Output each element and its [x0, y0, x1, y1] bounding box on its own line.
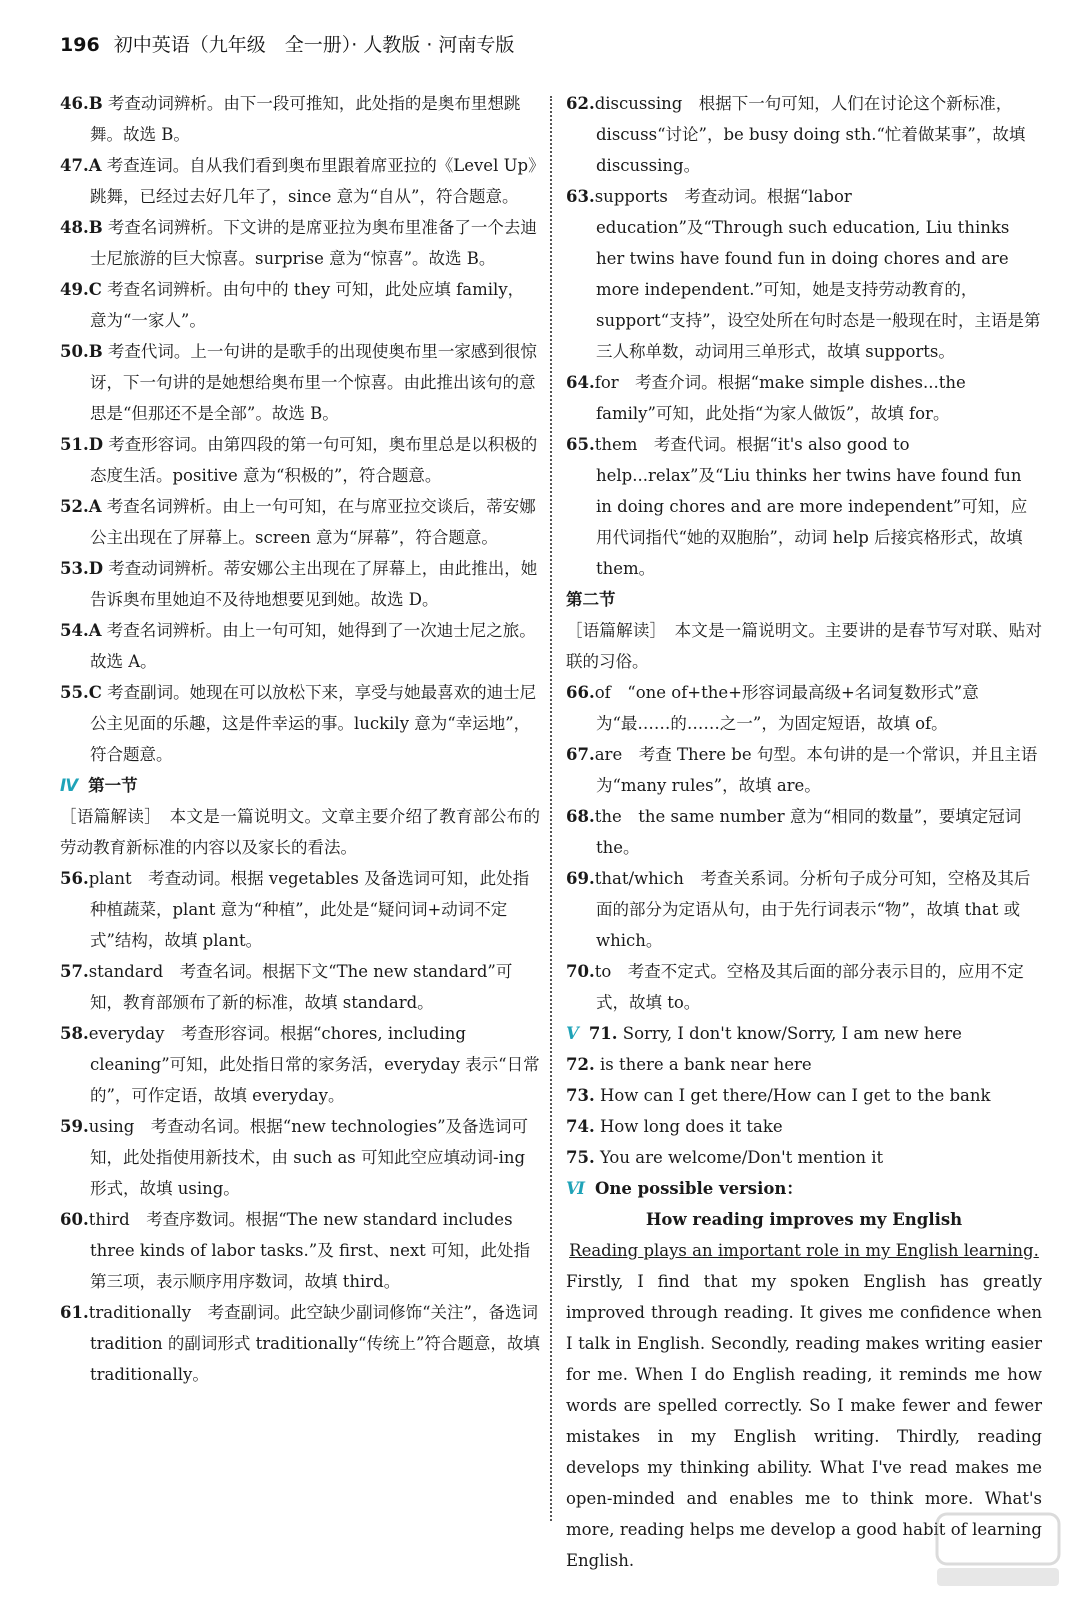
reading-interpretation-2: ［语篇解读］ 本文是一篇说明文。主要讲的是春节写对联、贴对联的习俗。	[566, 621, 1042, 671]
answer-explanation: How can I get there/How can I get to the bank	[599, 1086, 991, 1105]
answer-explanation: 考查关系词。分析句子成分可知，空格及其后面的部分为定语从句，由于先行词表示“物”，故填 that 或 which。	[596, 869, 1031, 950]
answer-number: 62.	[566, 94, 595, 113]
answer-word: them	[594, 435, 638, 454]
answer-item	[60, 863, 540, 956]
answer-explanation: 考查序数词。根据“The new standard includes three kinds of labor tasks.”及 first、next 可知，此处指第三项，表示顺序用序数词，故填 third。	[90, 1210, 531, 1291]
answer-word: are	[594, 745, 623, 764]
answer-number: 66.	[566, 683, 595, 702]
answer-item	[60, 615, 540, 677]
answer-explanation: How long does it take	[599, 1117, 783, 1136]
watermark-logo	[933, 1510, 1063, 1590]
answer-number: 59.	[60, 1117, 89, 1136]
answer-explanation: 考查动词。根据 vegetables 及备选词可知，此处指种植蔬菜，plant 意为“种植”，此处是“疑问词+动词不定式”结构，故填 plant。	[90, 869, 530, 950]
answer-item	[60, 212, 540, 274]
answer-word: traditionally	[88, 1303, 192, 1322]
answer-list-46-55	[60, 88, 540, 770]
answer-explanation: 根据下一句可知，人们在讨论这个新标准，discuss“讨论”，be busy doing sth.“忙着做某事”，故填 discussing。	[596, 94, 1026, 175]
answer-item	[60, 1111, 540, 1204]
answer-item	[566, 1080, 1042, 1111]
section-iv-label: 第一节	[88, 776, 138, 795]
answer-number: 47.A	[60, 156, 102, 175]
answer-explanation: 考查动词辨析。蒂安娜公主出现在了屏幕上，由此推出，她告诉奥布里她迫不及待地想要见到她。故选 D。	[90, 559, 538, 609]
left-column	[60, 88, 540, 1390]
answer-item	[566, 677, 1042, 739]
answer-item	[566, 1142, 1042, 1173]
answer-item	[566, 739, 1042, 801]
answer-item	[60, 274, 540, 336]
answer-item	[566, 367, 1042, 429]
answer-explanation: 考查动词。根据“labor education”及“Through such education, Liu thinks her twins have found fun in doing chores and are more independent.”可知，她是支持劳动教育的，support“支持”，设空处所在句时态是一般现在时，主语是第三人称单数，动词用三单形式，故填 supports。	[596, 187, 1041, 361]
answer-item	[60, 553, 540, 615]
answer-number: 69.	[566, 869, 595, 888]
answer-explanation: 考查名词辨析。由句中的 they 可知，此处应填 family，意为“一家人”。	[90, 280, 525, 330]
answer-number: 70.	[566, 962, 595, 981]
answer-explanation: 考查不定式。空格及其后面的部分表示目的，应用不定式，故填 to。	[596, 962, 1024, 1012]
answer-number: 72.	[566, 1055, 595, 1074]
answer-word: of	[594, 683, 611, 702]
answer-explanation: 考查名词辨析。下文讲的是席亚拉为奥布里准备了一个去迪士尼旅游的巨大惊喜。surprise 意为“惊喜”。故选 B。	[90, 218, 537, 268]
section-vi-label: One possible version：	[594, 1179, 803, 1198]
answer-item	[60, 491, 540, 553]
section-vi-heading	[566, 1173, 1042, 1204]
answer-explanation: 考查名词辨析。由上一句可知，在与席亚拉交谈后，蒂安娜公主出现在了屏幕上。screen 意为“屏幕”，符合题意。	[90, 497, 536, 547]
answer-explanation: 考查形容词。根据“chores, including cleaning”可知，此处指日常的家务活，everyday 表示“日常的”，可作定语，故填 everyday。	[90, 1024, 540, 1105]
answer-number: 63.	[566, 187, 595, 206]
answer-number: 50.B	[60, 342, 103, 361]
section-v-numeral: Ⅴ	[566, 1024, 579, 1043]
page-number: 196	[60, 34, 100, 56]
answer-explanation: 考查名词。根据下文“The new standard”可知，教育部颁布了新的标准，故填 standard。	[90, 962, 513, 1012]
answer-explanation: 考查 There be 句型。本句讲的是一个常识，并且主语为“many rules”，故填 are。	[596, 745, 1038, 795]
answer-number: 56.	[60, 869, 89, 888]
answer-number: 65.	[566, 435, 595, 454]
answer-number: 68.	[566, 807, 595, 826]
answer-number: 75.	[566, 1148, 595, 1167]
answer-word: that/which	[594, 869, 684, 888]
answer-word: to	[594, 962, 612, 981]
answer-explanation: 考查副词。她现在可以放松下来，享受与她最喜欢的迪士尼公主见面的乐趣，这是件幸运的事。luckily 意为“幸运地”，符合题意。	[90, 683, 537, 764]
answer-explanation: Sorry, I don't know/Sorry, I am new here	[622, 1024, 962, 1043]
answer-number: 51.D	[60, 435, 104, 454]
answer-word: plant	[88, 869, 132, 888]
answer-word: everyday	[88, 1024, 165, 1043]
answer-explanation: 考查副词。此空缺少副词修饰“关注”，备选词 tradition 的副词形式 traditionally“传统上”符合题意，故填 traditionally。	[90, 1303, 540, 1384]
answer-item	[566, 429, 1042, 584]
answer-list-71-75	[566, 1018, 1042, 1173]
answer-explanation: 考查动名词。根据“new technologies”及备选词可知，此处指使用新技术，由 such as 可知此空应填动词-ing 形式，故填 using。	[90, 1117, 529, 1198]
answer-word: standard	[88, 962, 164, 981]
answer-number: 73.	[566, 1086, 595, 1105]
answer-item	[566, 1111, 1042, 1142]
book-title: 初中英语（九年级 全一册）· 人教版 · 河南专版	[113, 34, 515, 56]
answer-number: 54.A	[60, 621, 102, 640]
answer-word: supports	[594, 187, 668, 206]
answer-item	[566, 801, 1042, 863]
answer-number: 49.C	[60, 280, 102, 299]
answer-explanation: is there a bank near here	[599, 1055, 812, 1074]
answer-item	[566, 181, 1042, 367]
answer-explanation: 考查连词。自从我们看到奥布里跟着席亚拉的《Level Up》跳舞，已经过去好几年了，since 意为“自从”，符合题意。	[90, 156, 537, 206]
answer-number: 74.	[566, 1117, 595, 1136]
page-header	[60, 30, 514, 57]
answer-explanation: You are welcome/Don't mention it	[599, 1148, 884, 1167]
section-iv-numeral: Ⅳ	[60, 776, 79, 795]
answer-number: 67.	[566, 745, 595, 764]
answer-number: 48.B	[60, 218, 103, 237]
answer-item	[566, 1018, 1042, 1049]
answer-number: 58.	[60, 1024, 89, 1043]
answer-explanation: the same number 意为“相同的数量”，要填定冠词 the。	[596, 807, 1022, 857]
answer-item	[60, 956, 540, 1018]
answer-number: 55.C	[60, 683, 102, 702]
right-column	[566, 88, 1042, 1576]
answer-list-62-65	[566, 88, 1042, 584]
answer-explanation: 考查名词辨析。由上一句可知，她得到了一次迪士尼之旅。故选 A。	[90, 621, 536, 671]
answer-explanation: “one of+the+形容词最高级+名词复数形式”意为“最……的……之一”，为固定短语，故填 of。	[596, 683, 979, 733]
section-2-heading: 第二节	[566, 590, 616, 609]
answer-number: 52.A	[60, 497, 102, 516]
answer-word: for	[594, 373, 619, 392]
answer-number: 60.	[60, 1210, 89, 1229]
essay-body: Firstly, I find that my spoken English has greatly improved through reading. It gives me confidence when I talk in English. Secondly, reading makes writing easier for me. When I do English reading, it reminds me how words are spelled correctly. So I make fewer and fewer mistakes in my English writing. Thirdly, reading develops my thinking ability. What I've read makes me open-minded and enables me to think more. What's more, reading helps me develop a good habit of learning English.	[566, 1272, 1042, 1570]
section-iv-heading	[60, 770, 540, 801]
answer-item	[566, 88, 1042, 181]
answer-explanation: 考查代词。上一句讲的是歌手的出现使奥布里一家感到很惊讶，下一句讲的是她想给奥布里一个惊喜。由此推出该句的意思是“但那还不是全部”。故选 B。	[90, 342, 537, 423]
answer-number: 71.	[588, 1024, 618, 1043]
answer-word: third	[88, 1210, 130, 1229]
answer-item	[60, 1204, 540, 1297]
answer-number: 46.B	[60, 94, 103, 113]
answer-list-56-61	[60, 863, 540, 1390]
answer-explanation: 考查动词辨析。由下一段可推知，此处指的是奥布里想跳舞。故选 B。	[90, 94, 521, 144]
answer-item	[60, 336, 540, 429]
answer-item	[60, 88, 540, 150]
answer-number: 64.	[566, 373, 595, 392]
answer-word: using	[88, 1117, 135, 1136]
answer-explanation: 考查介词。根据“make simple dishes...the family”可知，此处指“为家人做饭”，故填 for。	[596, 373, 966, 423]
section-vi-numeral: Ⅵ	[566, 1179, 585, 1198]
answer-item	[566, 956, 1042, 1018]
answer-item	[566, 863, 1042, 956]
column-divider	[550, 96, 552, 1521]
answer-number: 57.	[60, 962, 89, 981]
answer-explanation: 考查代词。根据“it's also good to help...relax”及“Liu thinks her twins have found fun in doing chores and are more independent”可知，应用代词指代“她的双胞胎”，动词 help 后接宾格形式，故填 them。	[596, 435, 1028, 578]
answer-explanation: 考查形容词。由第四段的第一句可知，奥布里总是以积极的态度生活。positive 意为“积极的”，符合题意。	[90, 435, 538, 485]
answer-item	[60, 1297, 540, 1390]
answer-item	[60, 1018, 540, 1111]
reading-interpretation-1: ［语篇解读］ 本文是一篇说明文。文章主要介绍了教育部公布的劳动教育新标准的内容以及家长的看法。	[60, 807, 540, 857]
answer-number: 61.	[60, 1303, 89, 1322]
answer-item	[60, 677, 540, 770]
answer-word: the	[594, 807, 622, 826]
essay-topic-sentence: Reading plays an important role in my English learning.	[569, 1241, 1039, 1260]
answer-item	[60, 429, 540, 491]
essay-title: How reading improves my English	[645, 1210, 963, 1229]
answer-word: discussing	[594, 94, 683, 113]
answer-item	[566, 1049, 1042, 1080]
answer-number: 53.D	[60, 559, 104, 578]
answer-item	[60, 150, 540, 212]
answer-list-66-70	[566, 677, 1042, 1018]
